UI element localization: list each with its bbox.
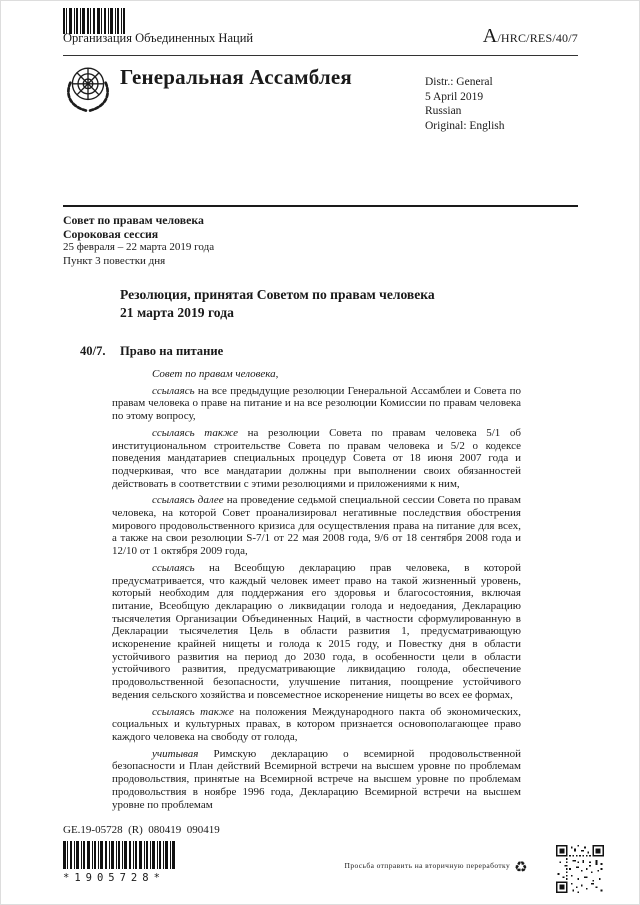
recycle-text: Просьба отправить на вторичную переработку [344, 861, 511, 870]
organization-name: Организация Объединенных Наций [63, 31, 254, 45]
resolution-title-line1: Резолюция, принятая Советом по правам человека [120, 287, 435, 302]
un-emblem-icon [62, 63, 114, 115]
paragraph-lead: ссылаясь далее [152, 494, 224, 507]
resolution-number: 40/7. [80, 344, 106, 358]
symbol-rest: /HRC/RES/40/7 [497, 31, 578, 45]
paragraph-text: на проведение седьмой специальной сессии Совета по правам человека, на которой Совет проанализировал негативные последствия обострения мирового продовольственного кризиса для осуществления права на питание для всех, а также на свои резолюции S-7/1 от 22 мая 2008 года, 9/6 от 18 сентября 2008 года и 12/10 от 1 октября 2009 года, [112, 494, 521, 558]
preambular-paragraph [112, 494, 521, 558]
paragraph-lead: ссылаясь [152, 384, 195, 397]
session-dates: 25 февраля – 22 марта 2019 года [63, 241, 215, 254]
assembly-title: Генеральная Ассамблея [120, 65, 352, 89]
paragraph-text: на резолюции Совета по правам человека 5/1 об институциональном строительстве Совета по правам человека и 5/2 о кодексе поведения мандатариев специальных процедур Совета от 18 июня 2007 года и подчеркивая, что все мандатарии должны при выполнении своих обязанностей действовать в соответствии с этими резолюциями и приложениями к ним, [112, 426, 521, 490]
resolution-title [120, 286, 435, 321]
language-line: Russian [425, 105, 462, 118]
council-name: Совет по правам человека [63, 213, 204, 227]
opening-line: Совет по правам человека, [152, 368, 279, 380]
masthead-rule [63, 205, 578, 207]
distr-line: Distr.: General [425, 76, 493, 88]
session-name: Сороковая сессия [63, 226, 159, 241]
recycle-icon: ♻ [514, 860, 528, 876]
resolution-body [112, 368, 521, 815]
distribution-block [425, 75, 505, 133]
paragraph-lead: ссылаясь [152, 561, 195, 574]
paragraph-lead: ссылаясь также [152, 426, 238, 439]
resolution-title-line2: 21 марта 2019 года [120, 304, 234, 320]
symbol-letter: A [482, 25, 498, 47]
original-line: Original: English [425, 119, 505, 132]
paragraph-text: на все предыдущие резолюции Генеральной Ассамблеи и Совета по правам человека о праве на питание и на все резолюции Комиссии по правам человека по этому вопросу, [112, 384, 521, 423]
session-block [63, 214, 214, 268]
document-symbol [483, 26, 578, 46]
paragraph-text: Римскую декларацию о всемирной продовольственной безопасности и План действий Всемирной встречи на высшем уровне по проблемам продовольствия, принятые на Всемирной встрече на высшем уровне по проблемам продовольствия в ноябре 1996 года, Декларацию Всемирной встречи на высшем уровне по проблемам [112, 747, 521, 811]
qr-code [556, 845, 604, 893]
paragraph-lead: учитывая [152, 747, 199, 760]
resolution-subject: Право на питание [120, 344, 224, 358]
recycle-notice [0, 858, 528, 877]
paragraph-lead: ссылаясь также [152, 705, 234, 718]
preambular-paragraph [112, 427, 521, 491]
date-line: 5 April 2019 [425, 90, 484, 103]
resolution-heading [80, 344, 223, 359]
preambular-paragraph [112, 748, 521, 812]
agenda-item: Пункт 3 повестки дня [63, 254, 166, 267]
preambular-paragraph [112, 706, 521, 744]
preambular-paragraph [112, 562, 521, 702]
paragraph-text: на Всеобщую декларацию прав человека, в которой предусматривается, что каждый человек имеет право на такой жизненный уровень, который необходим для поддержания его здоровья и благосостояния, включая питание, Всеобщую декларацию о ликвидации голода и недоедания, Декларацию тысячелетия Организации Объединенных Наций, в частности сформулированную в Декларации тысячелетия Цель в области развития 1, предусматривающую искоренение крайней нищеты и голода к 2015 году, и Повестку дня в области устойчивого развития на период до 2030 года, в особенности цели в области устойчивого развития, предусматривающие ликвидацию голода, обеспечение продовольственной безопасности, улучшение питания, поощрение устойчивого ведения сельского хозяйства и повсеместное искоренение нищеты во всех ее формах, [112, 561, 521, 701]
footer-reference: GE.19-05728 (R) 080419 090419 [63, 824, 220, 836]
barcode-text: *1905728* [63, 872, 165, 884]
preambular-paragraph [112, 385, 521, 423]
header-rule [63, 55, 578, 56]
paragraph-text: на положения Международного пакта об экономических, социальных и культурных правах, в котором признается основополагающее право каждого человека на свободу от голода, [112, 705, 521, 743]
document-header [63, 26, 578, 46]
